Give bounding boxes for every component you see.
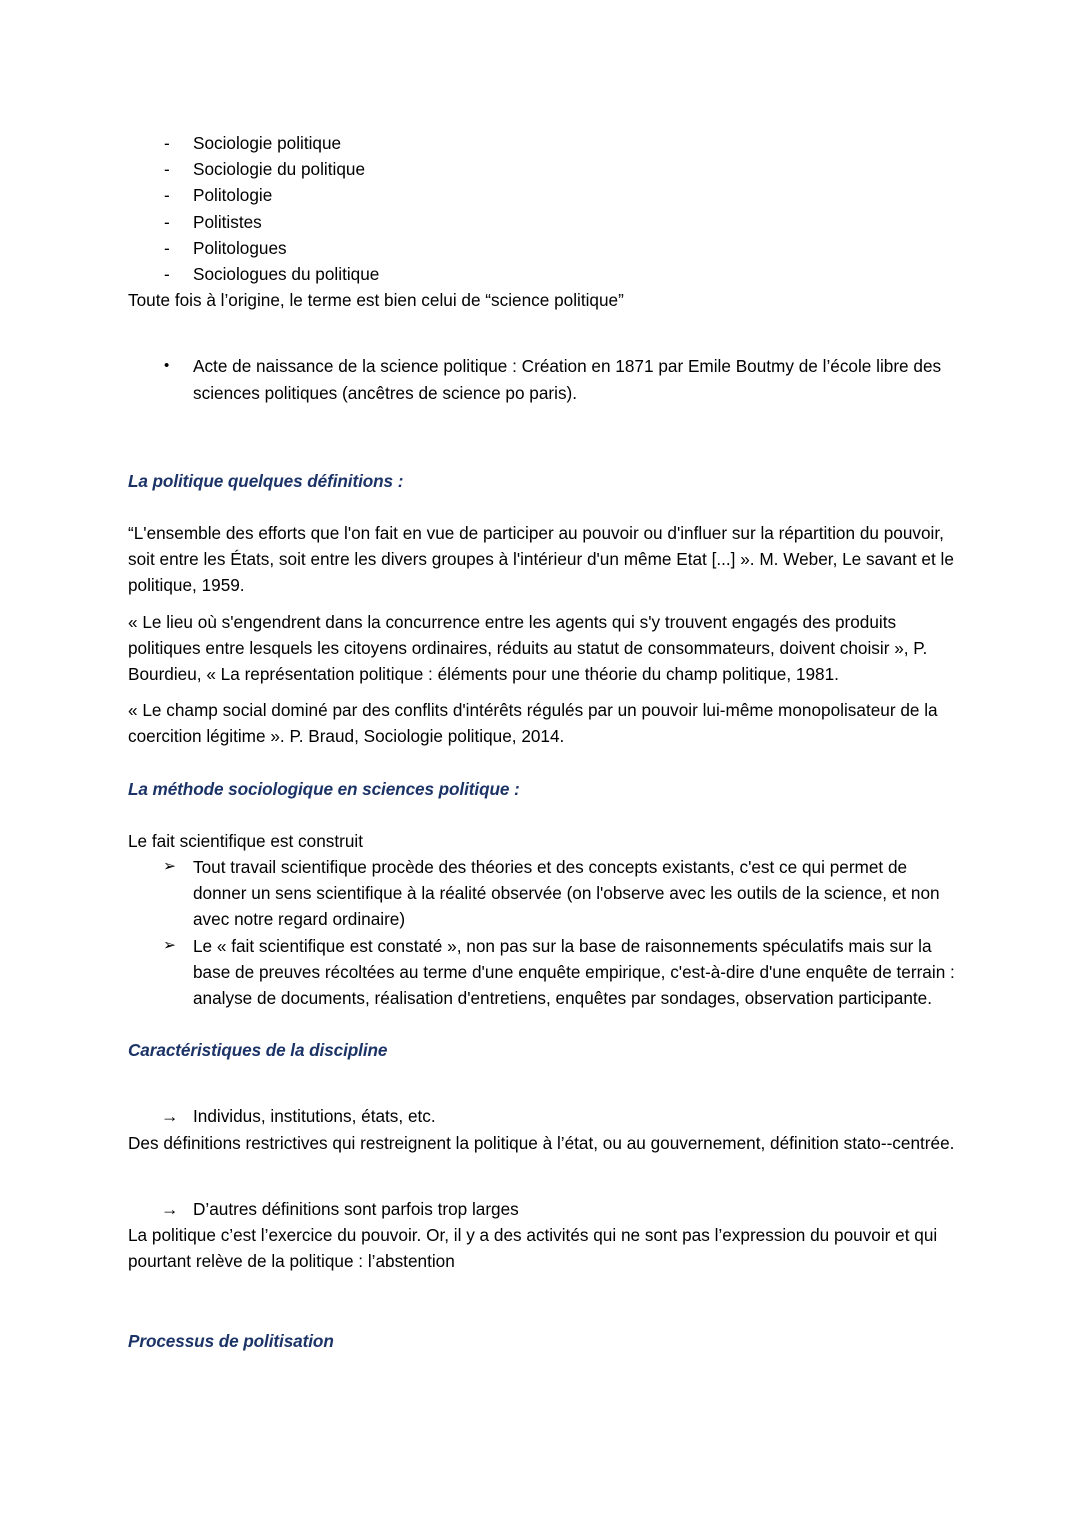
dash-bullet-icon: - (164, 185, 170, 206)
section-heading-definitions: La politique quelques définitions : (128, 470, 404, 491)
dash-bullet-icon: - (164, 237, 170, 258)
list-item (128, 1103, 956, 1129)
caracteristiques-arrow-list-1 (128, 1103, 956, 1129)
quote-bourdieu: « Le lieu où s'engendrent dans la concurrence entre les agents qui s'y trouvent engagés des produits politiques entre lesquels les citoyens ordinaires, réduits au statut de consommateurs, doivent choisir », P. Bourdieu, « La représentation politique : éléments pour une théorie du champ politique, 1981. (128, 611, 928, 685)
spacer (128, 802, 956, 828)
dash-bullet-icon: - (164, 133, 170, 153)
right-arrow-icon: → (161, 1106, 179, 1127)
spacer (128, 687, 956, 697)
quote-weber: “L'ensemble des efforts que l'on fait en vue de participer au pouvoir ou d'influer sur la répartition du pouvoir, soit entre les États, soit entre les divers groupes à l'intérieur d'un même Etat [...] ». M. Weber, Le savant et le politique, 1959. (128, 523, 954, 596)
caracteristiques-arrow-list-2 (128, 1196, 956, 1222)
list-item-label: Tout travail scientifique procède des théories et des concepts existants, c'est ce qui permet de donner un sens scientifique à la réalité observée (on l'observe avec les outils de la science, et non avec notre regard ordinaire) (193, 857, 940, 930)
spacer (128, 1275, 956, 1328)
list-item (128, 854, 956, 933)
spacer (128, 1063, 956, 1103)
list-item (128, 261, 956, 287)
birth-of-discipline-list (128, 353, 956, 405)
list-item (128, 933, 956, 1012)
spacer (128, 1156, 956, 1196)
list-item (128, 130, 956, 156)
list-item (128, 156, 956, 182)
methode-intro-paragraph: Le fait scientifique est construit (128, 830, 364, 851)
dash-bullet-icon: - (164, 211, 170, 232)
caracteristiques-paragraph-2: La politique c’est l’exercice du pouvoir. Or, il y a des activités qui ne sont pas l’expression du pouvoir et qui pourtant relève de la politique : l’abstention (128, 1225, 938, 1272)
spacer (128, 750, 956, 776)
right-arrow-icon: → (161, 1198, 179, 1219)
methode-points-list (128, 854, 956, 1011)
section-heading-caracteristiques: Caractéristiques de la discipline (128, 1040, 388, 1061)
list-item-label: D’autres définitions sont parfois trop larges (193, 1198, 519, 1219)
list-item-label: Politistes (193, 211, 262, 232)
spacer (128, 406, 956, 468)
quote-braud: « Le champ social dominé par des conflits d'intérêts régulés par un pouvoir lui-même monopolisateur de la coercition légitime ». P. Braud, Sociologie politique, 2014. (128, 700, 938, 747)
list-item (128, 353, 956, 405)
origin-note-paragraph: Toute fois à l’origine, le terme est bien celui de “science politique” (128, 290, 624, 311)
document-body (128, 130, 956, 1354)
list-item (128, 182, 956, 208)
list-item-label: Sociologues du politique (193, 264, 380, 285)
list-item-label: Sociologie politique (193, 133, 342, 153)
dash-bullet-icon: - (164, 264, 170, 285)
list-item-label: Sociologie du politique (193, 159, 366, 180)
list-item-label: Politologues (193, 237, 287, 258)
spacer (128, 494, 956, 520)
list-item-label: Le « fait scientifique est constaté », non pas sur la base de raisonnements spéculatifs mais sur la base de preuves récoltées au terme d'une enquête empirique, c'est-à-dire d'une enquête de terrain : analyse de documents, réalisation d'entretiens, enquêtes par sondages, observation participante. (193, 935, 955, 1009)
list-item-label: Individus, institutions, états, etc. (193, 1106, 436, 1127)
section-heading-politisation: Processus de politisation (128, 1330, 334, 1351)
list-item (128, 235, 956, 261)
list-item-label: Politologie (193, 185, 273, 206)
chevron-arrow-bullet-icon: ➢ (163, 936, 176, 954)
section-heading-methode: La méthode sociologique en sciences politique : (128, 778, 520, 799)
spacer (128, 313, 956, 353)
caracteristiques-paragraph-1: Des définitions restrictives qui restreignent la politique à l’état, ou au gouvernement, définition stato--centrée. (128, 1132, 955, 1153)
dash-bullet-icon: - (164, 159, 170, 180)
list-item-label: Acte de naissance de la science politique : Création en 1871 par Emile Boutmy de l’école libre des sciences politiques (ancêtres de science po paris). (193, 356, 942, 403)
spacer (128, 599, 956, 609)
list-item (128, 1196, 956, 1222)
spacer (128, 1011, 956, 1037)
chevron-arrow-bullet-icon: ➢ (163, 858, 176, 876)
discipline-terms-list (128, 130, 956, 287)
round-bullet-icon: • (164, 357, 170, 375)
list-item (128, 209, 956, 235)
